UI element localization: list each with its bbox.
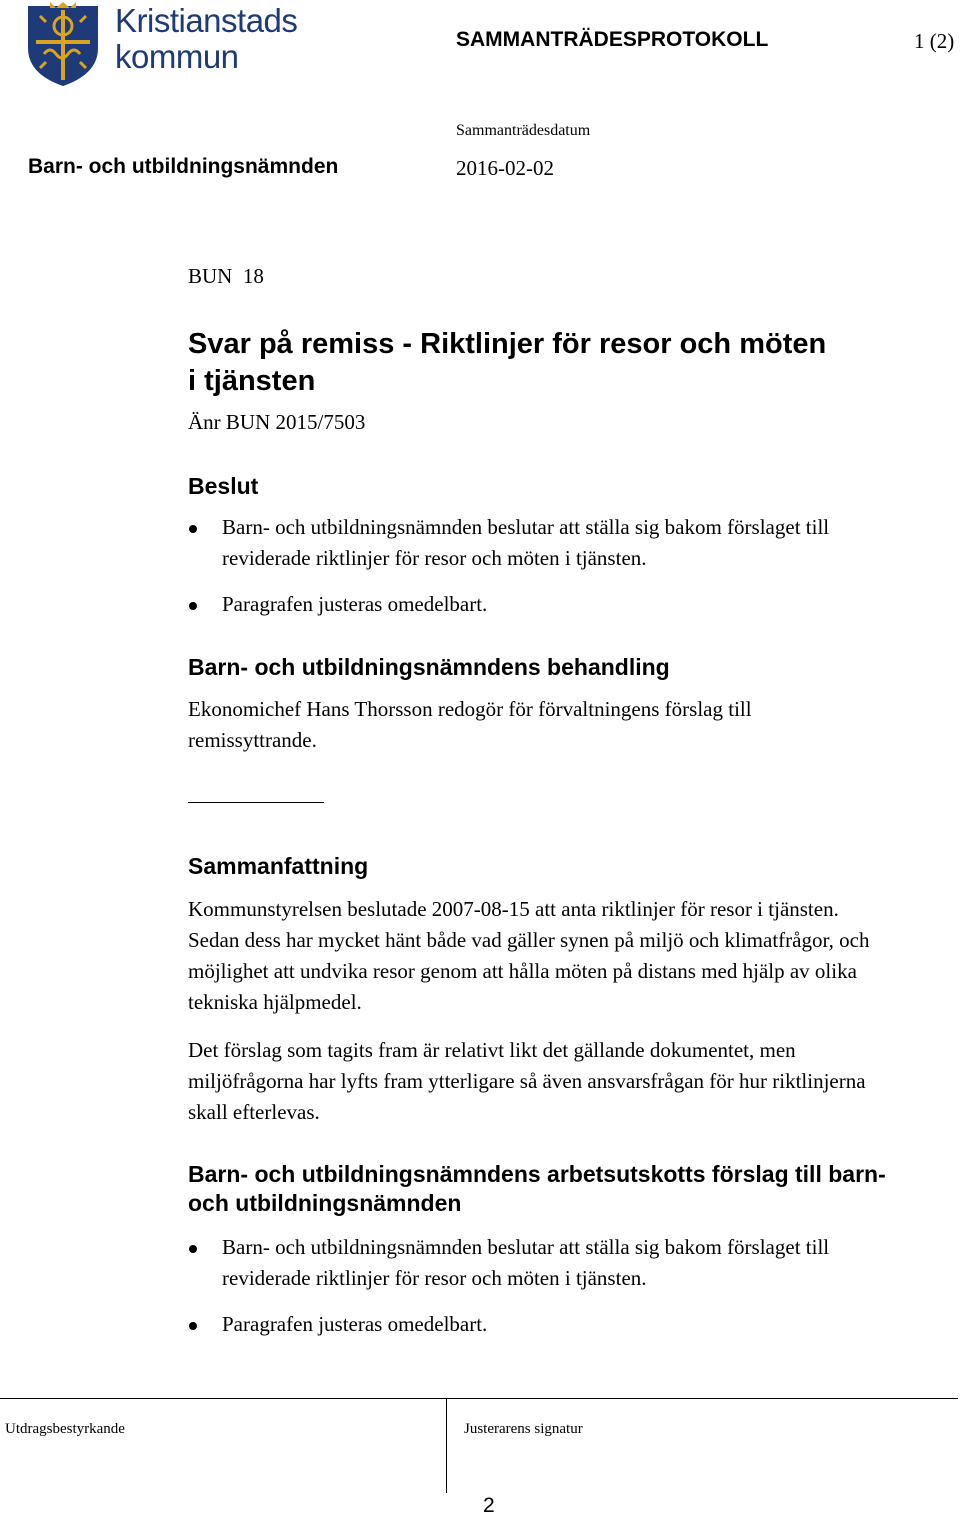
page-indicator: 1 (2) [914, 29, 955, 53]
footer-column-divider [446, 1398, 447, 1493]
list-item: Paragrafen justeras omedelbart. [188, 589, 888, 620]
section-divider [188, 802, 324, 803]
committee-name: Barn- och utbildningsnämnden [28, 155, 339, 178]
document-type: SAMMANTRÄDESPROTOKOLL [456, 28, 769, 51]
logo-wordmark-line-2: kommun [115, 38, 239, 75]
signature-label: Justerarens signatur [464, 1421, 583, 1437]
list-item: Paragrafen justeras omedelbart. [188, 1309, 888, 1340]
decision-heading: Beslut [188, 473, 259, 499]
decision-list [188, 512, 888, 635]
bullet-icon [189, 602, 197, 610]
list-item: Barn- och utbildningsnämnden beslutar att ställa sig bakom förslaget till reviderade riktlinjer för resor och möten i tjänsten. [188, 512, 888, 574]
summary-paragraph: Det förslag som tagits fram är relativt likt det gällande dokumentet, men miljöfrågorna har lyfts fram ytterligare så även ansvarsfrågan för hur riktlinjerna skall efterlevas. [188, 1038, 866, 1124]
page-number: 2 [483, 1494, 495, 1517]
proposal-heading: Barn- och utbildningsnämndens arbetsutskotts förslag till barn- och utbildningsnämnden [188, 1161, 886, 1216]
meeting-date-label: Sammanträdesdatum [456, 122, 591, 139]
summary-paragraph: Kommunstyrelsen beslutade 2007-08-15 att anta riktlinjer för resor i tjänsten. Sedan dess har mycket hänt både vad gäller synen på miljö och klimatfrågor, och möjlighet att undvika resor genom att hålla möten på distans med hjälp av olika tekniska hjälpmedel. [188, 897, 870, 1014]
section-code: BUN 18 [188, 264, 264, 288]
logo-wordmark-line-1: Kristianstads [115, 2, 298, 39]
coat-of-arms-icon [22, 2, 104, 88]
bullet-icon [189, 1322, 197, 1330]
page-title: Svar på remiss - Riktlinjer för resor och möten i tjänsten [188, 328, 827, 397]
handling-text: Ekonomichef Hans Thorsson redogör för förvaltningens förslag till remissyttrande. [188, 697, 752, 752]
certification-label: Utdragsbestyrkande [5, 1421, 125, 1437]
proposal-list [188, 1232, 888, 1355]
summary-heading: Sammanfattning [188, 853, 369, 879]
case-reference: Änr BUN 2015/7503 [188, 410, 366, 434]
meeting-date: 2016-02-02 [456, 156, 554, 180]
list-item: Barn- och utbildningsnämnden beslutar att ställa sig bakom förslaget till reviderade riktlinjer för resor och möten i tjänsten. [188, 1232, 888, 1294]
bullet-icon [189, 1245, 197, 1253]
bullet-icon [189, 525, 197, 533]
handling-heading: Barn- och utbildningsnämndens behandling [188, 654, 670, 680]
footer-divider [0, 1398, 958, 1399]
